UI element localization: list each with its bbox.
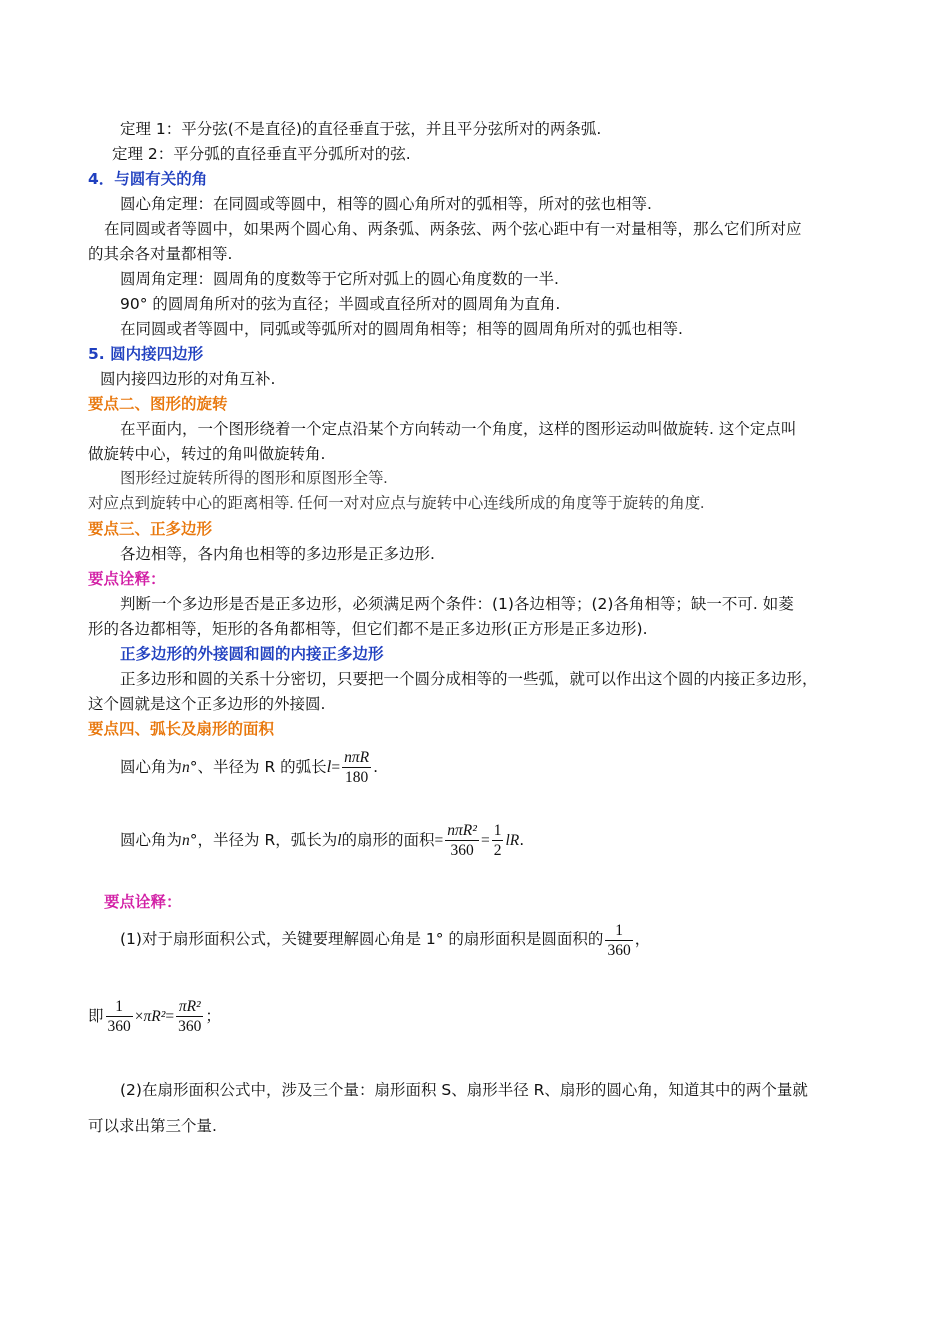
- sector-area-formula: 圆心角为n°，半径为 R，弧长为l的扇形的面积= $\frac{\text{nπR²}}{360}$ = $\frac{1}{2}$ lR.: [120, 822, 525, 859]
- note-line-2: (2)在扇形面积公式中，涉及三个量：扇形面积 S、扇形半径 R、扇形的圆心角，知道其中的两个量就: [120, 1081, 808, 1099]
- note-line-2-cont: 可以求出第三个量.: [88, 1117, 217, 1135]
- inscribed-angle-theorem: 圆周角定理：圆周角的度数等于它所对弧上的圆心角度数的一半.: [120, 270, 559, 288]
- paragraph-line: 90° 的圆周角所对的弦为直径；半圆或直径所对的圆周角为直角.: [120, 295, 561, 313]
- section-heading-5: 5. 圆内接四边形: [88, 345, 204, 363]
- note-formula: 即 $\frac{1}{360}$ ×πR²= $\frac{\text{πR²}}{360}$ ；: [88, 998, 221, 1035]
- paragraph-line: 在同圆或者等圆中，同弧或等弧所对的圆周角相等；相等的圆周角所对的弧也相等.: [120, 320, 683, 338]
- key-point-4-heading: 要点四、弧长及扇形的面积: [88, 720, 275, 738]
- paragraph-line: 圆内接四边形的对角互补.: [100, 370, 276, 388]
- paragraph-line: 各边相等，各内角也相等的多边形是正多边形.: [120, 545, 435, 563]
- subheading-polygon-circle: 正多边形的外接圆和圆的内接正多边形: [120, 645, 384, 663]
- key-point-3-heading: 要点三、正多边形: [88, 520, 213, 538]
- paragraph-line: 在同圆或者等圆中，如果两个圆心角、两条弧、两条弦、两个弦心距中有一对量相等，那么它们所对应: [104, 220, 802, 238]
- section-heading-4: 4．与圆有关的角: [88, 170, 208, 188]
- fraction-npiR-over-180: $\frac{\text{nπR}}{180}$: [344, 749, 370, 786]
- var-l: l: [326, 757, 332, 776]
- key-point-2-heading: 要点二、图形的旋转: [88, 395, 228, 413]
- paragraph-line: 对应点到旋转中心的距离相等. 任何一对对应点与旋转中心连线所成的角度等于旋转的角度.: [88, 495, 705, 512]
- paragraph-line: 的其余各对量都相等.: [88, 245, 233, 263]
- theorem-1: 定理 1：平分弦(不是直径)的直径垂直于弦，并且平分弦所对的两条弧.: [120, 120, 602, 138]
- paragraph-line: 形的各边都相等，矩形的各角都相等，但它们都不是正多边形(正方形是正多边形).: [88, 620, 648, 638]
- arc-length-formula: 圆心角为n°、半径为 R 的弧长l= $\frac{\text{nπR}}{180}$ .: [120, 749, 379, 786]
- theorem-2: 定理 2：平分弧的直径垂直平分弧所对的弦.: [112, 145, 411, 163]
- var-n: n: [182, 759, 190, 776]
- note-line-1: (1)对于扇形面积公式，关键要理解圆心角是 1° 的扇形面积是圆面积的 $\frac{1}{360}$ ，: [120, 922, 651, 959]
- fraction-npiR2-over-360: $\frac{\text{nπR²}}{360}$: [447, 822, 477, 859]
- fraction-piR2-over-360: $\frac{\text{πR²}}{360}$: [178, 998, 202, 1035]
- fraction-1-over-360: $\frac{1}{360}$: [107, 998, 131, 1035]
- note-heading: 要点诠释：: [104, 893, 182, 911]
- central-angle-theorem: 圆心角定理：在同圆或等圆中，相等的圆心角所对的弧相等，所对的弦也相等.: [120, 195, 652, 213]
- paragraph-line: 正多边形和圆的关系十分密切，只要把一个圆分成相等的一些弧，就可以作出这个圆的内接正多边形，: [120, 670, 818, 688]
- paragraph-line: 判断一个多边形是否是正多边形，必须满足两个条件：(1)各边相等；(2)各角相等；缺一不可. 如菱: [120, 595, 794, 613]
- var-l: l: [337, 832, 342, 849]
- fraction-1-over-2: $\frac{1}{2}$: [493, 822, 502, 859]
- paragraph-line: 图形经过旋转所得的图形和原图形全等.: [120, 470, 388, 487]
- fraction-1-over-360: $\frac{1}{360}$: [607, 922, 631, 959]
- var-n: n: [182, 832, 190, 849]
- note-heading: 要点诠释：: [88, 570, 166, 588]
- paragraph-line: 这个圆就是这个正多边形的外接圆.: [88, 695, 326, 713]
- paragraph-line: 在平面内，一个图形绕着一个定点沿某个方向转动一个角度，这样的图形运动叫做旋转. 这个定点叫: [120, 420, 797, 438]
- paragraph-line: 做旋转中心，转过的角叫做旋转角.: [88, 445, 326, 463]
